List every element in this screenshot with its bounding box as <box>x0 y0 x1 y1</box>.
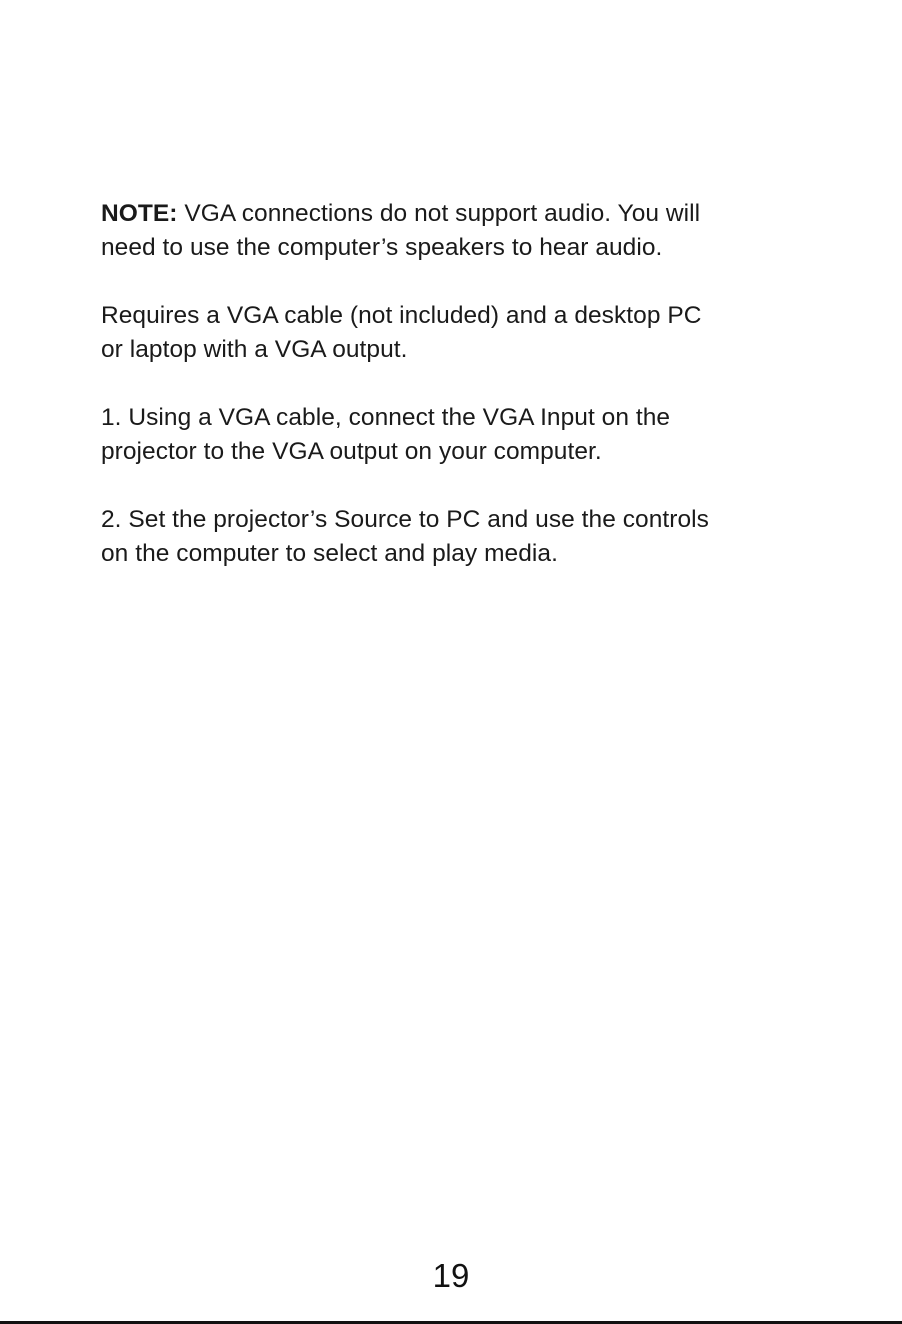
page-number: 19 <box>432 1257 470 1294</box>
note-text-1: VGA connections do not support audio. You will <box>177 200 701 227</box>
page-content <box>101 197 821 605</box>
step-1-paragraph <box>101 401 821 468</box>
note-label: NOTE: <box>101 200 178 227</box>
note-line-1 <box>101 197 821 231</box>
step-2-line-1: 2. Set the projector’s Source to PC and use the controls <box>101 506 709 533</box>
step-1-line-2: projector to the VGA output on your computer. <box>101 437 602 465</box>
requirements-line-1: Requires a VGA cable (not included) and a desktop PC <box>101 302 702 329</box>
note-line-2: need to use the computer’s speakers to hear audio. <box>101 233 663 261</box>
step-2-line-2: on the computer to select and play media. <box>101 539 558 567</box>
step-2-paragraph <box>101 503 821 570</box>
note-paragraph <box>101 197 821 264</box>
step-1-line-1: 1. Using a VGA cable, connect the VGA Input on the <box>101 404 671 431</box>
requirements-paragraph <box>101 299 821 366</box>
requirements-line-2: or laptop with a VGA output. <box>101 335 408 363</box>
